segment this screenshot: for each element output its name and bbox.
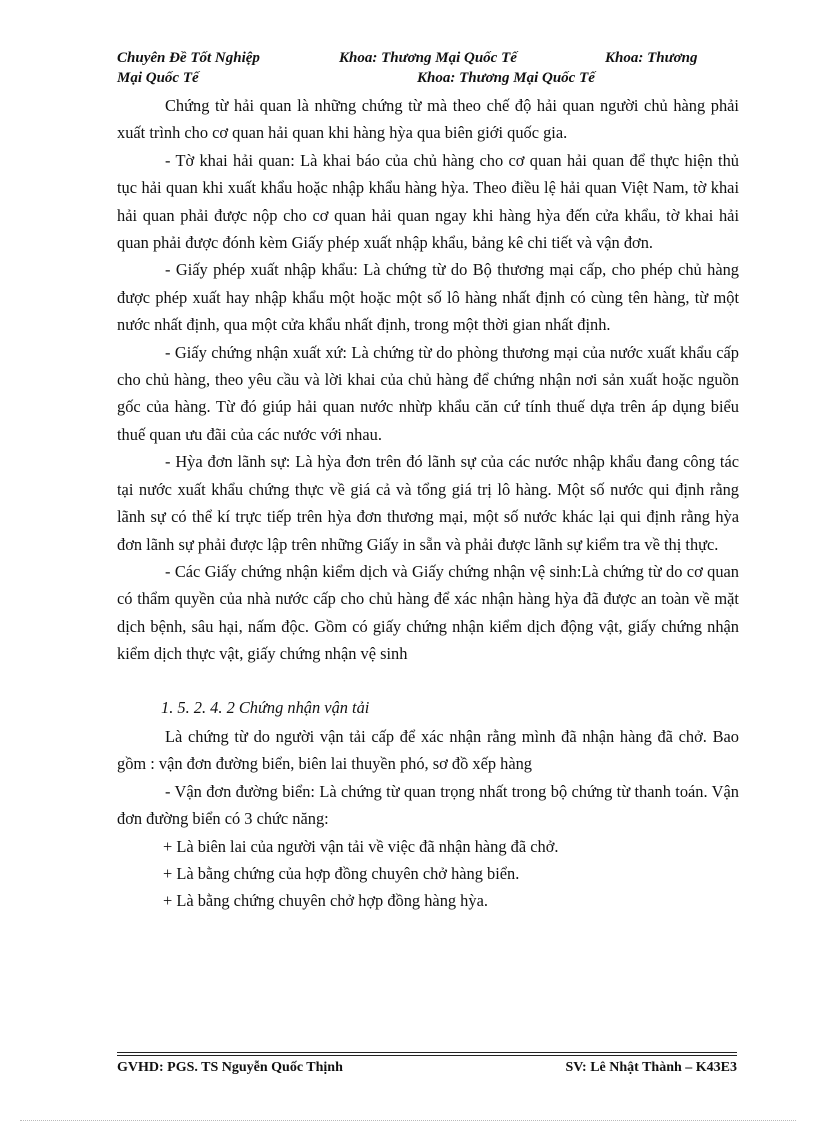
footer-divider xyxy=(117,1052,737,1053)
paragraph-bill-of-lading: - Vận đơn đường biển: Là chứng từ quan trọng nhất trong bộ chứng từ thanh toán. Vận đơn đường biển có 3 chức năng: xyxy=(117,781,739,829)
header-faculty-continued: Mại Quốc Tế xyxy=(117,70,199,86)
paragraph-quarantine-certificates: - Các Giấy chứng nhận kiểm dịch và Giấy chứng nhận vệ sinh:Là chứng từ do cơ quan có thẩm quyền của nhà nước cấp cho chủ hàng để xác nhận hàng hỳa đã được an toàn về mặt dịch bệnh, sâu hại, nấm độc. Gồm có giấy chứng nhận kiểm dịch động vật, giấy chứng nhận kiểm dịch thực vật, giấy chứng nhận vệ sinh xyxy=(117,561,739,664)
section-heading: 1. 5. 2. 4. 2 Chứng nhận vận tải xyxy=(161,697,370,717)
footer-advisor: GVHD: PGS. TS Nguyễn Quốc Thịnh xyxy=(117,1060,343,1075)
list-item: + Là bằng chứng chuyên chở hợp đồng hàng hỳa. xyxy=(163,891,488,911)
document-body xyxy=(117,92,739,915)
list-item: + Là biên lai của người vận tải về việc đã nhận hàng đã chở. xyxy=(163,836,559,856)
page-header xyxy=(117,48,717,88)
footer-divider xyxy=(117,1055,737,1056)
paragraph-transport-intro: Là chứng từ do người vận tải cấp để xác nhận rằng mình đã nhận hàng đã chở. Bao gồm : vận đơn đường biển, biên lai thuyền phó, sơ đồ xếp hàng xyxy=(117,726,739,774)
paragraph-consular-invoice: - Hỳa đơn lãnh sự: Là hỳa đơn trên đó lãnh sự của các nước nhập khẩu đang công tác tại nước xuất khẩu chứng thực về giá cả và tổng giá trị lô hàng. Một số nước qui định rằng lãnh sự có thể kí trực tiếp trên hỳa đơn thương mại, một số nước khác lại qui định rằng hỳa đơn lãnh sự phải được lập trên những Giấy in sẵn và phải được lãnh sự kiểm tra về thị thực. xyxy=(117,452,739,554)
page-footer xyxy=(117,1058,737,1080)
header-faculty-second: Khoa: Thương Mại Quốc Tế xyxy=(417,70,595,86)
paragraph-certificate-of-origin: - Giấy chứng nhận xuất xứ: Là chứng từ do phòng thương mại của nước xuất khẩu cấp cho chủ hàng, theo yêu cầu và lời khai của chủ hàng để chứng nhận nơi sản xuất hoặc nguồn gốc của hàng. Từ đó giúp hải quan nước nhừp khẩu căn cứ tính thuế dựa trên áp dụng biểu thuế quan ưu đãi của các nước với nhau. xyxy=(117,342,739,444)
paragraph-customs-intro: Chứng từ hải quan là những chứng từ mà theo chế độ hải quan người chủ hàng phải xuất trình cho cơ quan hải quan khi hàng hỳa qua biên giới quốc gia. xyxy=(117,96,739,143)
page-edge-divider xyxy=(20,1120,796,1121)
paragraph-import-export-license: - Giấy phép xuất nhập khẩu: Là chứng từ do Bộ thương mại cấp, cho phép chủ hàng được phép xuất hay nhập khẩu một hoặc một số lô hàng nhất định có cùng tên hàng, từ một nước nhất định, qua một cửa khẩu nhất định, trong một thời gian nhất định. xyxy=(117,260,739,335)
header-faculty: Khoa: Thương Mại Quốc Tế xyxy=(339,50,517,66)
footer-student: SV: Lê Nhật Thành – K43E3 xyxy=(565,1060,737,1075)
header-topic: Chuyên Đề Tốt Nghiệp xyxy=(117,50,260,66)
paragraph-customs-declaration: - Tờ khai hải quan: Là khai báo của chủ hàng cho cơ quan hải quan để thực hiện thủ tục hải quan khi xuất khẩu hoặc nhập khẩu hàng hỳa. Theo điều lệ hải quan Việt Nam, tờ khai hải quan phải được nộp cho cơ quan hải quan ngay khi hàng hỳa đến cửa khẩu, tờ khai hải quan phải được đónh kèm Giấy phép xuất nhập khẩu, bảng kê chi tiết và vận đơn. xyxy=(117,150,739,253)
header-faculty-repeat: Khoa: Thương xyxy=(605,50,698,66)
list-item: + Là bằng chứng của hợp đồng chuyên chở hàng biển. xyxy=(163,863,520,883)
